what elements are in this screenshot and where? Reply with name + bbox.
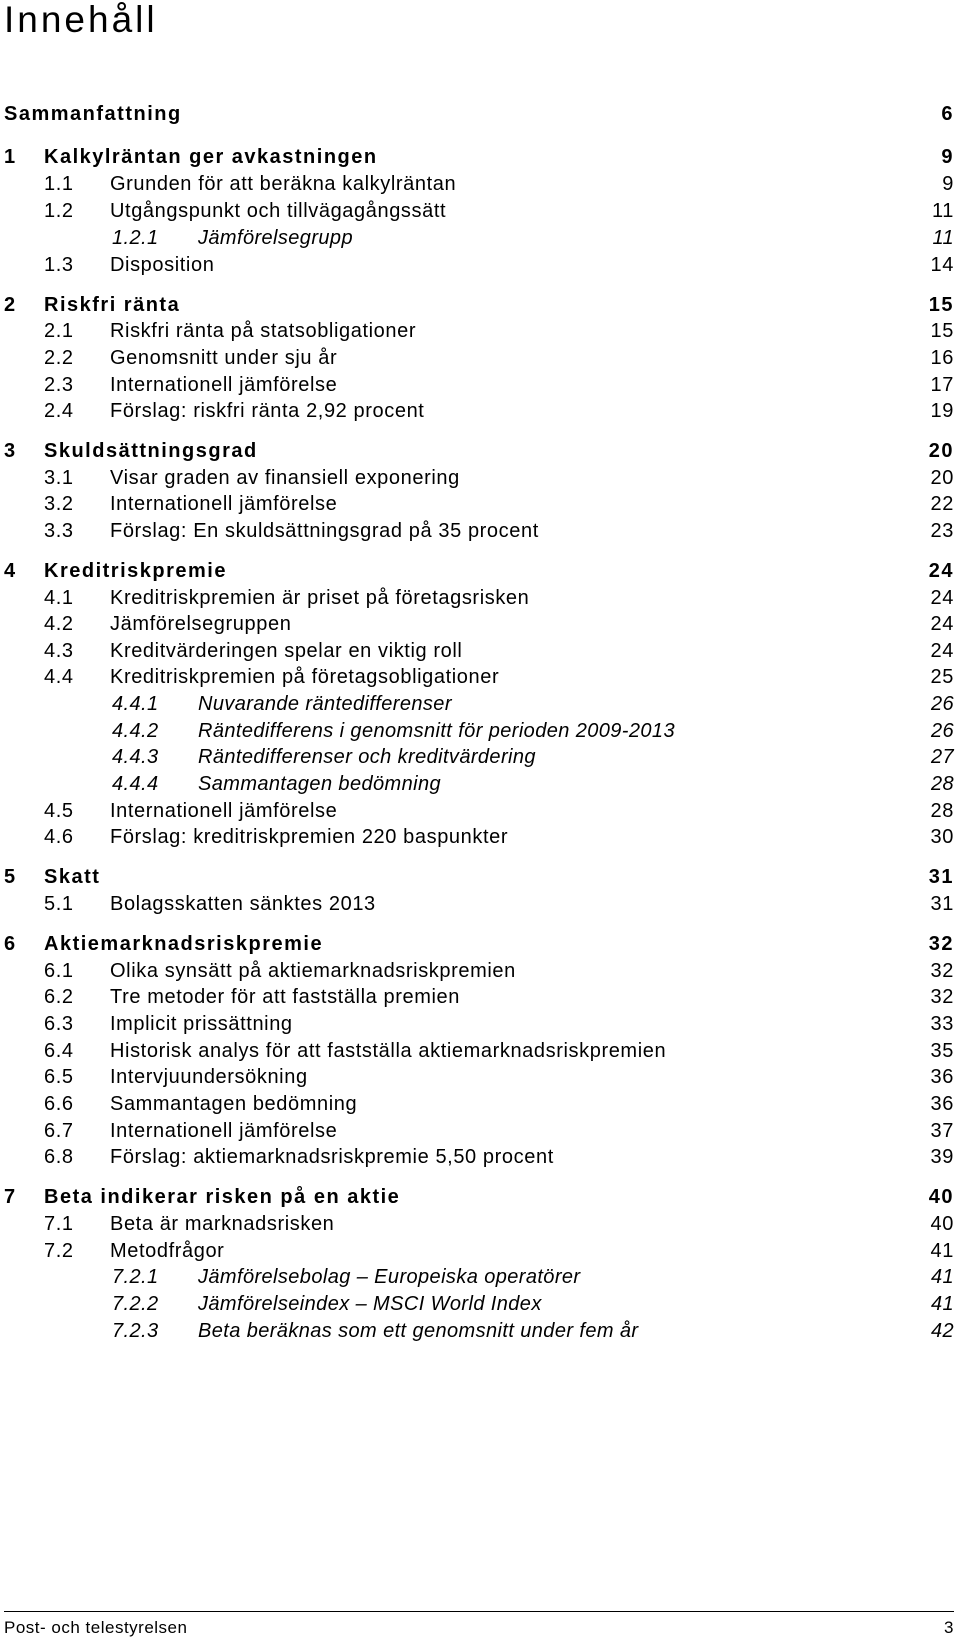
toc-entry[interactable] (0, 957, 960, 985)
toc-entry-page: 6 (941, 103, 954, 125)
toc-entry-page: 22 (930, 493, 954, 515)
toc-entry-page: 11 (932, 227, 954, 249)
toc-entry[interactable] (0, 317, 960, 345)
toc-entry[interactable] (0, 770, 960, 798)
toc-chapter[interactable] (0, 1183, 960, 1211)
toc-entry-title: Internationell jämförelse (110, 1120, 338, 1142)
toc-entry-page: 32 (930, 986, 954, 1008)
toc-entry[interactable] (0, 823, 960, 851)
toc-entry-page: 24 (930, 640, 954, 662)
toc-entry[interactable] (0, 464, 960, 492)
toc-entry-number: 6.8 (44, 1146, 74, 1168)
toc-entry-number: 7.2.3 (112, 1320, 159, 1342)
toc-entry[interactable] (0, 743, 960, 771)
toc-entry-title: Tre metoder för att fastställa premien (110, 986, 460, 1008)
toc-entry-page: 31 (930, 893, 954, 915)
toc-entry[interactable] (0, 490, 960, 518)
toc-entry-title: Förslag: aktiemarknadsriskpremie 5,50 procent (110, 1146, 554, 1168)
footer-page-number: 3 (944, 1618, 954, 1637)
toc-entry-page: 16 (930, 347, 954, 369)
toc-entry-number: 6.5 (44, 1066, 74, 1088)
toc-entry-number: 4 (4, 560, 17, 582)
toc-entry-title: Beta indikerar risken på en aktie (44, 1186, 401, 1208)
toc-entry[interactable] (0, 1063, 960, 1091)
toc-entry[interactable] (0, 344, 960, 372)
toc-entry-title: Jämförelsegrupp (198, 227, 353, 249)
toc-entry-title: Intervjuundersökning (110, 1066, 308, 1088)
toc-entry[interactable] (0, 251, 960, 279)
toc-entry-number: 6.4 (44, 1040, 74, 1062)
toc-entry-page: 11 (932, 200, 954, 222)
toc-entry-number: 1.3 (44, 254, 74, 276)
toc-entry-title: Jämförelsegruppen (110, 613, 292, 635)
toc-entry-title: Beta beräknas som ett genomsnitt under fem år (198, 1320, 639, 1342)
toc-entry-number: 4.3 (44, 640, 74, 662)
toc-entry-title: Skuldsättningsgrad (44, 440, 258, 462)
toc-entry-number: 1.2.1 (112, 227, 159, 249)
toc-entry-title: Jämförelseindex – MSCI World Index (198, 1293, 542, 1315)
toc-entry[interactable] (0, 890, 960, 918)
toc-entry-number: 6.6 (44, 1093, 74, 1115)
toc-entry-number: 3.2 (44, 493, 74, 515)
toc-entry-page: 32 (930, 960, 954, 982)
toc-entry-number: 5 (4, 866, 17, 888)
toc-entry[interactable] (0, 1290, 960, 1318)
toc-chapter[interactable] (0, 291, 960, 319)
toc-entry-page: 23 (930, 520, 954, 542)
toc-entry-number: 4.4.3 (112, 746, 159, 768)
footer-divider (4, 1611, 954, 1612)
toc-entry-number: 6.7 (44, 1120, 74, 1142)
toc-entry-title: Kreditvärderingen spelar en viktig roll (110, 640, 463, 662)
toc-entry-page: 14 (930, 254, 954, 276)
toc-chapter[interactable] (0, 143, 960, 171)
toc-entry[interactable] (0, 517, 960, 545)
toc-entry-title: Förslag: kreditriskpremien 220 baspunkter (110, 826, 509, 848)
toc-entry[interactable] (0, 1117, 960, 1145)
toc-entry[interactable] (0, 690, 960, 718)
toc-entry-number: 6.1 (44, 960, 74, 982)
toc-entry-title: Kreditriskpremie (44, 560, 227, 582)
toc-entry-title: Olika synsätt på aktiemarknadsriskpremien (110, 960, 516, 982)
toc-entry-page: 37 (930, 1120, 954, 1142)
toc-entry-page: 24 (930, 587, 954, 609)
toc-entry-page: 28 (930, 800, 954, 822)
toc-entry-number: 1.2 (44, 200, 74, 222)
toc-entry-page: 19 (930, 400, 954, 422)
footer-organization: Post- och telestyrelsen (4, 1618, 188, 1637)
toc-entry-title: Bolagsskatten sänktes 2013 (110, 893, 376, 915)
toc-entry-title: Förslag: riskfri ränta 2,92 procent (110, 400, 425, 422)
toc-entry-title: Riskfri ränta (44, 294, 181, 316)
toc-entry-title: Visar graden av finansiell exponering (110, 467, 460, 489)
toc-entry-number: 6.2 (44, 986, 74, 1008)
toc-entry[interactable] (0, 663, 960, 691)
toc-entry-page: 31 (928, 866, 954, 888)
toc-entry[interactable] (0, 584, 960, 612)
toc-entry[interactable] (0, 1010, 960, 1038)
toc-entry-number: 1.1 (44, 173, 74, 195)
toc-entry[interactable] (0, 1210, 960, 1238)
toc-entry-page: 27 (930, 746, 954, 768)
toc-entry-number: 6 (4, 933, 17, 955)
toc-entry-page: 20 (930, 467, 954, 489)
toc-entry-page: 41 (930, 1293, 954, 1315)
toc-entry[interactable] (0, 1143, 960, 1171)
toc-entry-page: 35 (930, 1040, 954, 1062)
toc-entry-title: Sammanfattning (4, 103, 182, 125)
toc-chapter[interactable] (0, 863, 960, 891)
toc-chapter[interactable] (0, 557, 960, 585)
toc-entry-number: 2.3 (44, 374, 74, 396)
toc-entry-number: 4.6 (44, 826, 74, 848)
toc-entry-title: Räntedifferenser och kreditvärdering (198, 746, 536, 768)
toc-entry-page: 26 (930, 720, 954, 742)
toc-entry-page: 9 (941, 146, 954, 168)
toc-entry-number: 6.3 (44, 1013, 74, 1035)
toc-entry-title: Nuvarande räntedifferenser (198, 693, 452, 715)
toc-entry-title: Kreditriskpremien på företagsobligationer (110, 666, 500, 688)
page-title: Innehåll (4, 0, 158, 40)
toc-entry-page: 30 (930, 826, 954, 848)
toc-entry-page: 32 (928, 933, 954, 955)
toc-chapter[interactable] (0, 437, 960, 465)
toc-entry-title: Genomsnitt under sju år (110, 347, 338, 369)
toc-entry-page: 25 (930, 666, 954, 688)
toc-entry-page: 28 (930, 773, 954, 795)
toc-entry-number: 3.3 (44, 520, 74, 542)
toc-entry-number: 7.2.1 (112, 1266, 159, 1288)
toc-entry-number: 4.4.1 (112, 693, 159, 715)
toc-entry-title: Internationell jämförelse (110, 493, 338, 515)
toc-entry-number: 4.2 (44, 613, 74, 635)
toc-entry-page: 20 (928, 440, 954, 462)
toc-entry-number: 7.2.2 (112, 1293, 159, 1315)
toc-entry-page: 24 (928, 560, 954, 582)
toc-entry-title: Disposition (110, 254, 215, 276)
toc-entry-number: 4.4 (44, 666, 74, 688)
toc-entry-page: 15 (930, 320, 954, 342)
toc-entry-number: 2.2 (44, 347, 74, 369)
toc-entry[interactable] (0, 1263, 960, 1291)
toc-entry-title: Sammantagen bedömning (198, 773, 441, 795)
toc-entry-page: 41 (930, 1240, 954, 1262)
toc-entry-title: Metodfrågor (110, 1240, 225, 1262)
toc-entry-number: 7.2 (44, 1240, 74, 1262)
toc-entry[interactable] (0, 397, 960, 425)
toc-entry[interactable] (0, 797, 960, 825)
toc-entry-number: 7 (4, 1186, 17, 1208)
toc-entry-title: Internationell jämförelse (110, 800, 338, 822)
toc-entry-title: Skatt (44, 866, 101, 888)
toc-entry[interactable] (0, 1037, 960, 1065)
toc-entry[interactable] (0, 637, 960, 665)
toc-entry-page: 41 (930, 1266, 954, 1288)
toc-entry-title: Historisk analys för att fastställa aktiemarknadsriskpremien (110, 1040, 667, 1062)
toc-entry[interactable] (0, 170, 960, 198)
toc-entry-number: 2 (4, 294, 17, 316)
toc-entry-number: 4.1 (44, 587, 74, 609)
toc-entry-page: 42 (930, 1320, 954, 1342)
toc-entry[interactable] (0, 610, 960, 638)
toc-entry-page: 26 (930, 693, 954, 715)
toc-entry-title: Internationell jämförelse (110, 374, 338, 396)
toc-entry-title: Jämförelsebolag – Europeiska operatörer (198, 1266, 581, 1288)
toc-entry-title: Sammantagen bedömning (110, 1093, 358, 1115)
toc-entry[interactable] (0, 371, 960, 399)
toc-entry-title: Implicit prissättning (110, 1013, 293, 1035)
toc-entry-number: 3 (4, 440, 17, 462)
toc-entry-number: 2.1 (44, 320, 74, 342)
toc-entry-title: Förslag: En skuldsättningsgrad på 35 procent (110, 520, 539, 542)
toc-entry[interactable] (0, 1090, 960, 1118)
toc-entry-title: Beta är marknadsrisken (110, 1213, 335, 1235)
toc-entry-number: 4.4.2 (112, 720, 159, 742)
toc-entry[interactable] (0, 1237, 960, 1265)
toc-entry-page: 33 (930, 1013, 954, 1035)
toc-entry-title: Riskfri ränta på statsobligationer (110, 320, 417, 342)
toc-entry[interactable] (0, 983, 960, 1011)
toc-entry-page: 24 (930, 613, 954, 635)
toc-entry-page: 15 (928, 294, 954, 316)
toc-entry[interactable] (0, 197, 960, 225)
toc-entry-page: 40 (930, 1213, 954, 1235)
toc-entry-number: 3.1 (44, 467, 74, 489)
toc-entry-title: Aktiemarknadsriskpremie (44, 933, 324, 955)
toc-entry-number: 5.1 (44, 893, 74, 915)
toc-chapter[interactable] (0, 930, 960, 958)
toc-entry-number: 1 (4, 146, 17, 168)
toc-entry-number: 2.4 (44, 400, 74, 422)
toc-entry-page: 36 (930, 1066, 954, 1088)
toc-entry-page: 36 (930, 1093, 954, 1115)
toc-chapter[interactable] (0, 100, 960, 128)
toc-entry-number: 4.5 (44, 800, 74, 822)
toc-entry-title: Kreditriskpremien är priset på företagsrisken (110, 587, 530, 609)
toc-entry[interactable] (0, 224, 960, 252)
toc-entry-title: Kalkylräntan ger avkastningen (44, 146, 378, 168)
toc-entry-number: 4.4.4 (112, 773, 159, 795)
toc-entry-title: Räntedifferens i genomsnitt för perioden 2009-2013 (198, 720, 675, 742)
toc-entry-number: 7.1 (44, 1213, 74, 1235)
toc-entry-title: Grunden för att beräkna kalkylräntan (110, 173, 457, 195)
toc-entry[interactable] (0, 1317, 960, 1345)
toc-entry-page: 40 (928, 1186, 954, 1208)
toc-entry-title: Utgångspunkt och tillvägagångssätt (110, 200, 447, 222)
toc-entry-page: 39 (930, 1146, 954, 1168)
toc-entry-page: 9 (942, 173, 954, 195)
toc-entry-page: 17 (930, 374, 954, 396)
toc-entry[interactable] (0, 717, 960, 745)
